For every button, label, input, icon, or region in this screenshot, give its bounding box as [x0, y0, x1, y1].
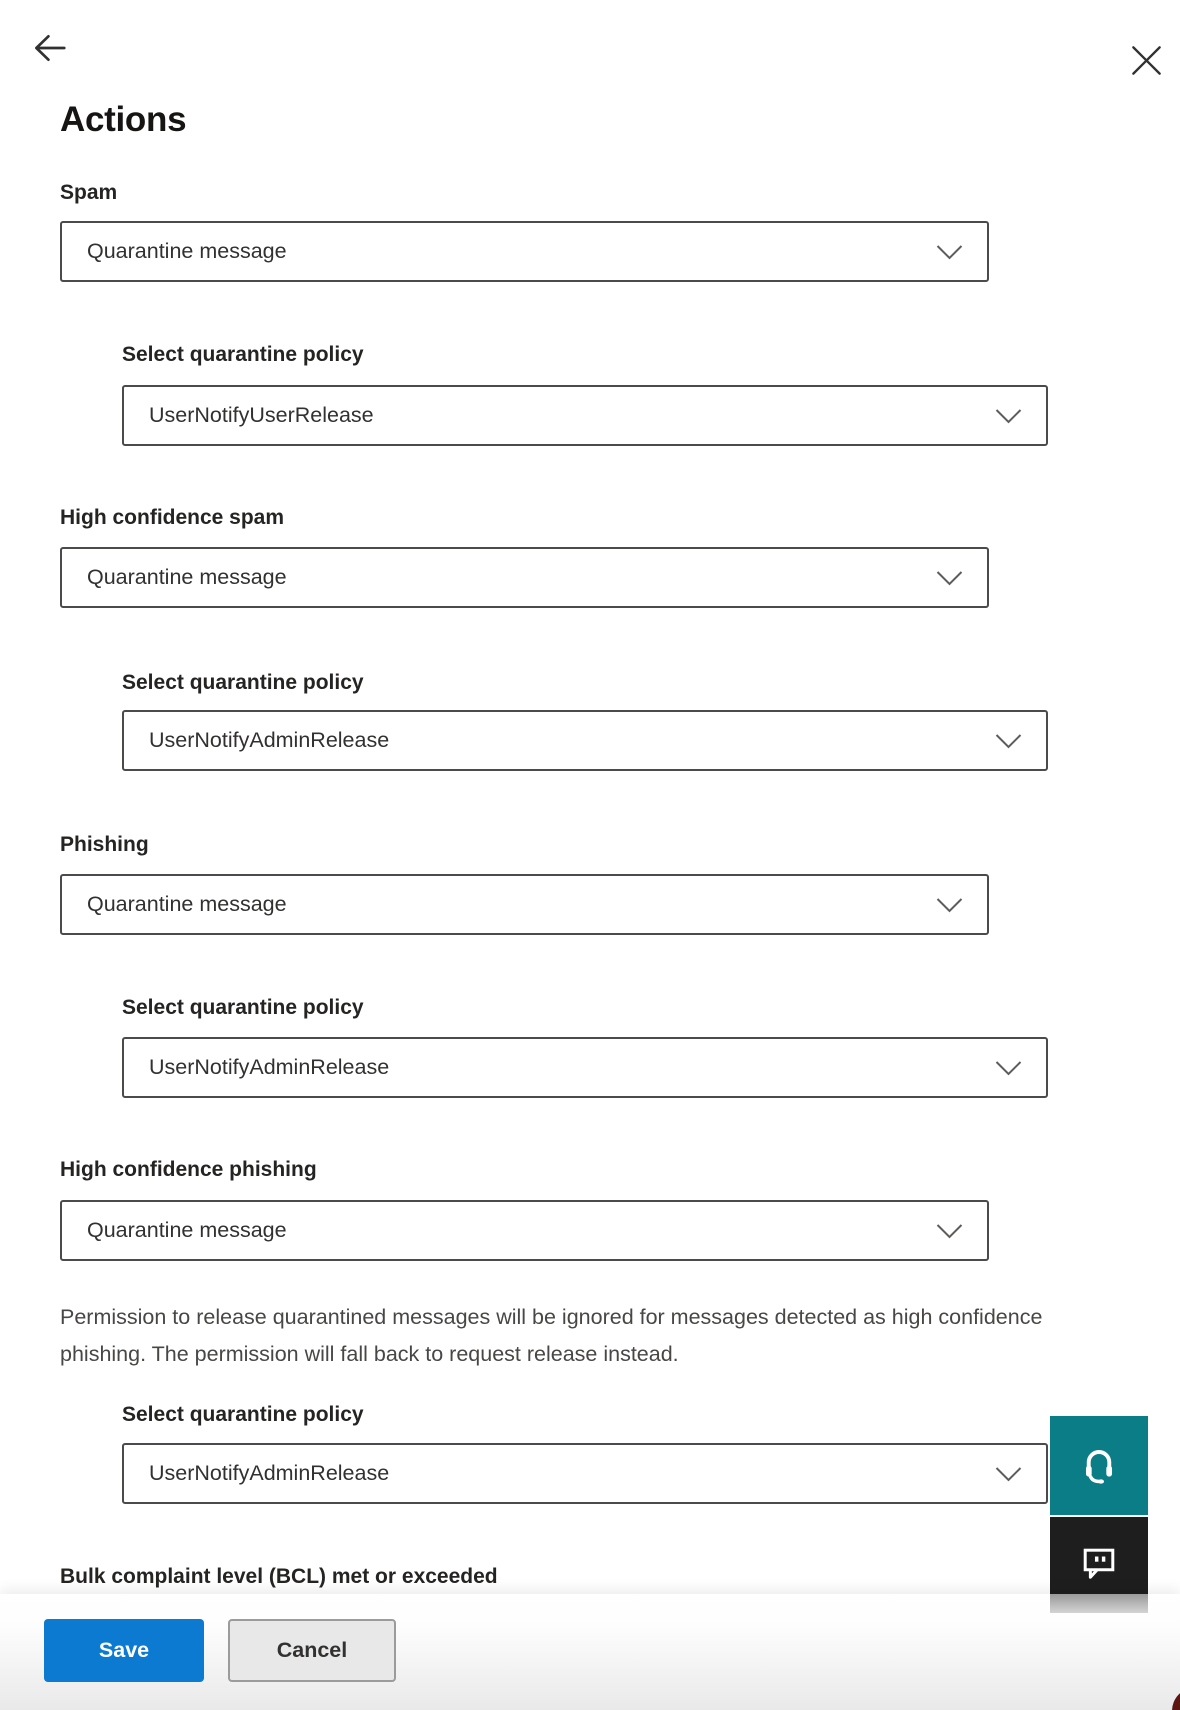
high-confidence-phishing-action-value: Quarantine message [87, 1218, 287, 1242]
section-label-phishing: Phishing [60, 833, 149, 856]
chevron-down-icon [995, 733, 1022, 749]
high-confidence-spam-policy-label: Select quarantine policy [122, 671, 364, 694]
high-confidence-spam-action-select[interactable] [60, 547, 989, 608]
section-label-bulk-complaint-level: Bulk complaint level (BCL) met or exceeded [60, 1565, 498, 1588]
support-button[interactable] [1050, 1416, 1148, 1515]
chevron-down-icon [936, 1223, 963, 1239]
high-confidence-spam-policy-select[interactable] [122, 710, 1048, 771]
save-button[interactable]: Save [44, 1619, 204, 1682]
back-button[interactable] [28, 27, 72, 71]
high-confidence-phishing-policy-value: UserNotifyAdminRelease [149, 1461, 390, 1485]
high-confidence-spam-action-value: Quarantine message [87, 565, 287, 589]
section-label-high-confidence-phishing: High confidence phishing [60, 1158, 317, 1181]
phishing-policy-value: UserNotifyAdminRelease [149, 1055, 390, 1079]
chat-icon [1076, 1541, 1122, 1590]
page-title: Actions [60, 100, 187, 139]
section-label-high-confidence-spam: High confidence spam [60, 506, 285, 529]
high-confidence-spam-policy-value: UserNotifyAdminRelease [149, 728, 390, 752]
close-icon [1129, 43, 1164, 81]
high-confidence-phishing-action-select[interactable] [60, 1200, 989, 1261]
spam-action-select[interactable] [60, 221, 989, 282]
spam-policy-value: UserNotifyUserRelease [149, 403, 374, 427]
spam-policy-select[interactable] [122, 385, 1048, 446]
spam-action-value: Quarantine message [87, 239, 287, 263]
chevron-down-icon [936, 897, 963, 913]
chevron-down-icon [995, 408, 1022, 424]
spam-policy-label: Select quarantine policy [122, 343, 364, 366]
arrow-left-icon [31, 29, 69, 70]
chevron-down-icon [995, 1466, 1022, 1482]
phishing-action-value: Quarantine message [87, 892, 287, 916]
high-confidence-phishing-policy-label: Select quarantine policy [122, 1403, 364, 1426]
chevron-down-icon [936, 570, 963, 586]
high-confidence-phishing-note: Permission to release quarantined messages will be ignored for messages detected as high confidence phishing. The permission will fall back to request release instead. [60, 1305, 1043, 1366]
headset-icon [1076, 1440, 1122, 1491]
cancel-button[interactable]: Cancel [228, 1619, 396, 1682]
footer-bar [0, 1594, 1180, 1710]
phishing-action-select[interactable] [60, 874, 989, 935]
phishing-policy-label: Select quarantine policy [122, 996, 364, 1019]
chevron-down-icon [995, 1060, 1022, 1076]
section-label-spam: Spam [60, 181, 118, 204]
phishing-policy-select[interactable] [122, 1037, 1048, 1098]
close-button[interactable] [1124, 40, 1168, 84]
chevron-down-icon [936, 244, 963, 260]
high-confidence-phishing-policy-select[interactable] [122, 1443, 1048, 1504]
